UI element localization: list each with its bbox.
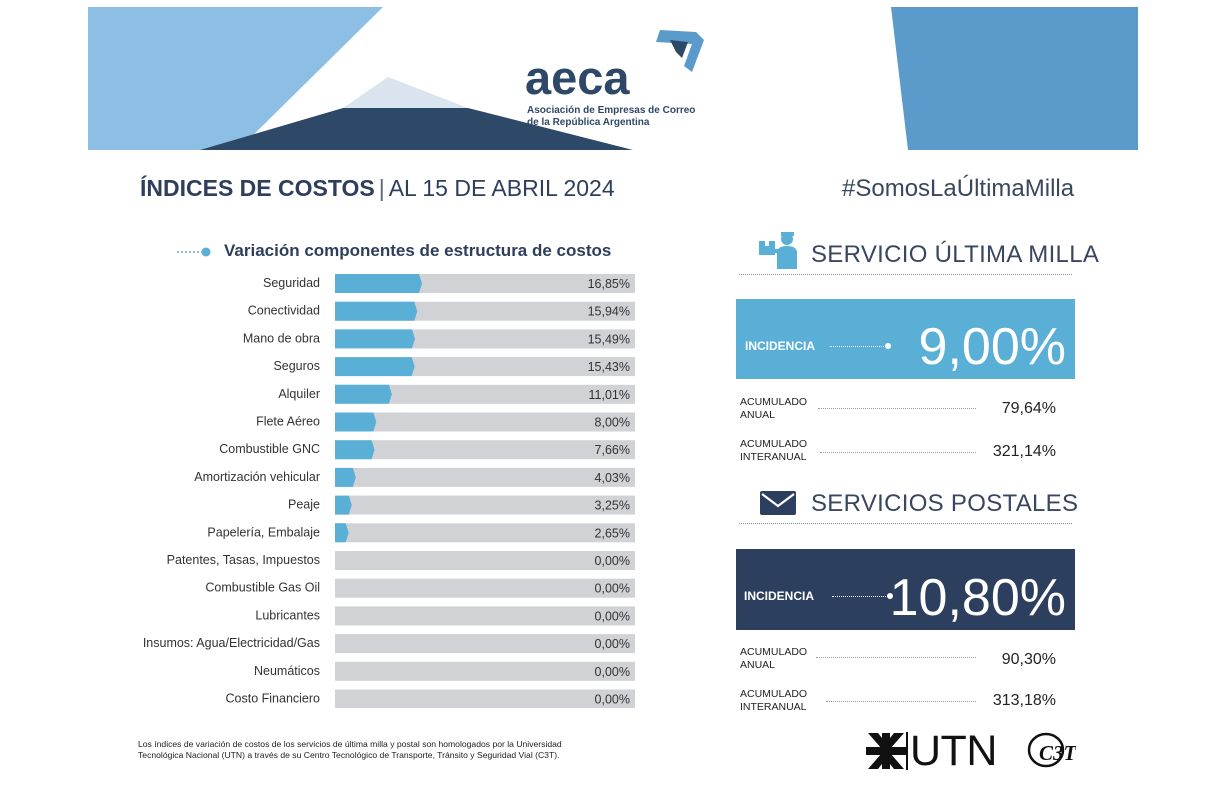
bar-row — [254, 662, 635, 681]
c3t-logo-text: C3T — [1039, 741, 1076, 765]
bar-row — [273, 357, 635, 376]
value-label: 15,43% — [587, 360, 630, 375]
postales-acumulado-anual-label-1: ACUMULADO — [740, 646, 808, 658]
category-label: Conectividad — [247, 303, 320, 318]
bar — [335, 413, 376, 432]
postales-acumulado-interanual-label-2: INTERANUAL — [740, 700, 807, 713]
category-label: Seguridad — [263, 276, 320, 290]
bar-row — [207, 523, 635, 542]
postales-acumulado-interanual-leader — [826, 701, 976, 702]
cost-structure-bar-chart — [120, 268, 640, 708]
bar-track — [335, 690, 635, 709]
ultima-milla-acumulado-anual-label-1: ACUMULADO — [740, 396, 808, 408]
category-label: Amortización vehicular — [194, 469, 320, 484]
ultima-milla-incidencia-leader — [830, 346, 888, 347]
bar-row — [194, 468, 635, 487]
aeca-logo-subtitle-line1: Asociación de Empresas de Correo — [527, 105, 696, 116]
bar-track — [335, 551, 635, 570]
ultima-milla-incidencia-label: INCIDENCIA — [745, 339, 816, 353]
bar-row — [219, 440, 635, 459]
ultima-milla-incidencia-value: 9,00% — [918, 318, 1066, 376]
bar-track — [335, 496, 635, 515]
category-label: Insumos: Agua/Electricidad/Gas — [142, 636, 320, 651]
postales-divider — [739, 523, 1072, 524]
category-label: Combustible GNC — [219, 442, 320, 457]
delivery-person-icon — [757, 231, 803, 274]
page-title-date: AL 15 DE ABRIL 2024 — [388, 175, 615, 201]
ultima-milla-acumulado-anual-label-2: ANUAL — [740, 408, 776, 421]
bar — [335, 329, 415, 348]
bar-track — [335, 662, 635, 681]
footnote-line1: Los índices de variación de costos de los servicios de última milla y postal son homologados por la Universidad — [138, 739, 562, 749]
value-label: 2,65% — [594, 526, 630, 541]
category-label: Papelería, Embalaje — [207, 525, 320, 540]
utn-logo-divider — [906, 732, 908, 770]
postales-acumulado-interanual-label-1: ACUMULADO — [740, 688, 808, 700]
chart-title-marker-icon — [177, 245, 213, 263]
utn-logo-text: UTN — [910, 727, 997, 775]
footnote-line2: Tecnológica Nacional (UTN) a través de su Centro Tecnológico de Transporte, Tránsito y Seguridad Vial (C3T). — [138, 750, 560, 760]
value-label: 4,03% — [594, 470, 630, 485]
bar-track — [335, 440, 635, 459]
value-label: 0,00% — [594, 581, 630, 596]
ultima-milla-incidencia-dot — [885, 343, 891, 349]
category-label: Combustible Gas Oil — [205, 580, 320, 595]
hashtag: #SomosLaÚltimaMilla — [842, 175, 1075, 202]
aeca-logo-word: aeca — [525, 51, 630, 104]
bar — [335, 385, 392, 404]
value-label: 0,00% — [594, 664, 630, 679]
bar — [335, 496, 352, 515]
ultima-milla-acumulado-anual-label — [740, 396, 807, 422]
bar-track — [335, 634, 635, 653]
postales-incidencia-leader — [832, 596, 890, 597]
postales-acumulado-interanual-label — [740, 688, 807, 714]
bar — [335, 274, 422, 293]
bar-row — [243, 329, 635, 348]
bar-track — [335, 606, 635, 625]
bar-row — [256, 413, 635, 432]
value-label: 16,85% — [587, 277, 630, 291]
bar — [335, 357, 415, 376]
bar-track — [335, 413, 635, 432]
ultima-milla-acumulado-interanual-leader — [820, 452, 976, 453]
bar-row — [226, 690, 636, 709]
postales-acumulado-anual-leader — [816, 657, 976, 658]
ultima-milla-acumulado-interanual-value: 321,14% — [992, 443, 1056, 460]
ultima-milla-acumulado-interanual-label — [740, 438, 807, 464]
value-label: 0,00% — [594, 692, 630, 707]
c3t-logo — [1026, 731, 1076, 774]
bar — [335, 440, 375, 459]
postales-acumulado-anual-label — [740, 646, 807, 672]
value-label: 0,00% — [594, 609, 630, 624]
value-label: 3,25% — [594, 498, 630, 513]
ultima-milla-title: SERVICIO ÚLTIMA MILLA — [811, 241, 1100, 268]
bar-row — [263, 274, 635, 293]
category-label: Seguros — [273, 359, 320, 374]
page-title — [140, 177, 615, 200]
chart-title: Variación componentes de estructura de costos — [224, 241, 612, 260]
utn-emblem-icon — [866, 733, 906, 774]
value-label: 0,00% — [594, 637, 630, 652]
category-label: Patentes, Tasas, Impuestos — [166, 553, 320, 567]
ultima-milla-acumulado-anual-leader — [818, 408, 976, 409]
bar-row — [167, 551, 635, 570]
aeca-logo-subtitle-line2: de la República Argentina — [527, 117, 650, 128]
category-label: Lubricantes — [255, 608, 320, 623]
envelope-icon — [759, 489, 797, 522]
bar-row — [278, 385, 635, 404]
category-label: Mano de obra — [242, 331, 320, 346]
postales-incidencia-label: INCIDENCIA — [744, 589, 815, 603]
bar-row — [248, 302, 635, 321]
value-label: 7,66% — [594, 443, 630, 458]
page-title-separator: | — [378, 175, 385, 201]
bar-row — [143, 634, 635, 653]
postales-incidencia-value: 10,80% — [889, 569, 1066, 627]
ultima-milla-divider — [739, 274, 1072, 275]
postales-acumulado-anual-value: 90,30% — [1001, 651, 1056, 668]
value-label: 15,49% — [587, 332, 630, 347]
category-label: Flete Aéreo — [256, 414, 320, 429]
value-label: 11,01% — [588, 387, 630, 402]
postales-title: SERVICIOS POSTALES — [811, 490, 1079, 517]
value-label: 8,00% — [594, 415, 630, 430]
category-label: Neumáticos — [254, 663, 320, 678]
ultima-milla-acumulado-interanual-label-2: INTERANUAL — [740, 450, 807, 463]
postales-acumulado-interanual-value: 313,18% — [992, 692, 1056, 709]
category-label: Alquiler — [278, 386, 320, 401]
value-label: 0,00% — [594, 554, 630, 568]
ultima-milla-incidencia-box — [736, 299, 1075, 379]
bar-row — [288, 496, 635, 515]
postales-acumulado-anual-label-2: ANUAL — [740, 658, 776, 671]
bar-row — [255, 606, 635, 625]
aeca-logo-icon — [652, 26, 708, 83]
value-label: 15,94% — [587, 304, 630, 319]
page-title-main: ÍNDICES DE COSTOS — [140, 175, 375, 201]
bar — [335, 468, 356, 487]
bar — [335, 302, 417, 321]
bar-track — [335, 523, 635, 542]
category-label: Peaje — [288, 497, 320, 512]
bar-track — [335, 579, 635, 598]
ultima-milla-acumulado-interanual-label-1: ACUMULADO — [740, 438, 808, 450]
ultima-milla-acumulado-anual-value: 79,64% — [1001, 400, 1056, 417]
postales-incidencia-box — [736, 549, 1075, 630]
bar-row — [205, 579, 635, 598]
bar-track — [335, 468, 635, 487]
category-label: Costo Financiero — [225, 691, 320, 706]
